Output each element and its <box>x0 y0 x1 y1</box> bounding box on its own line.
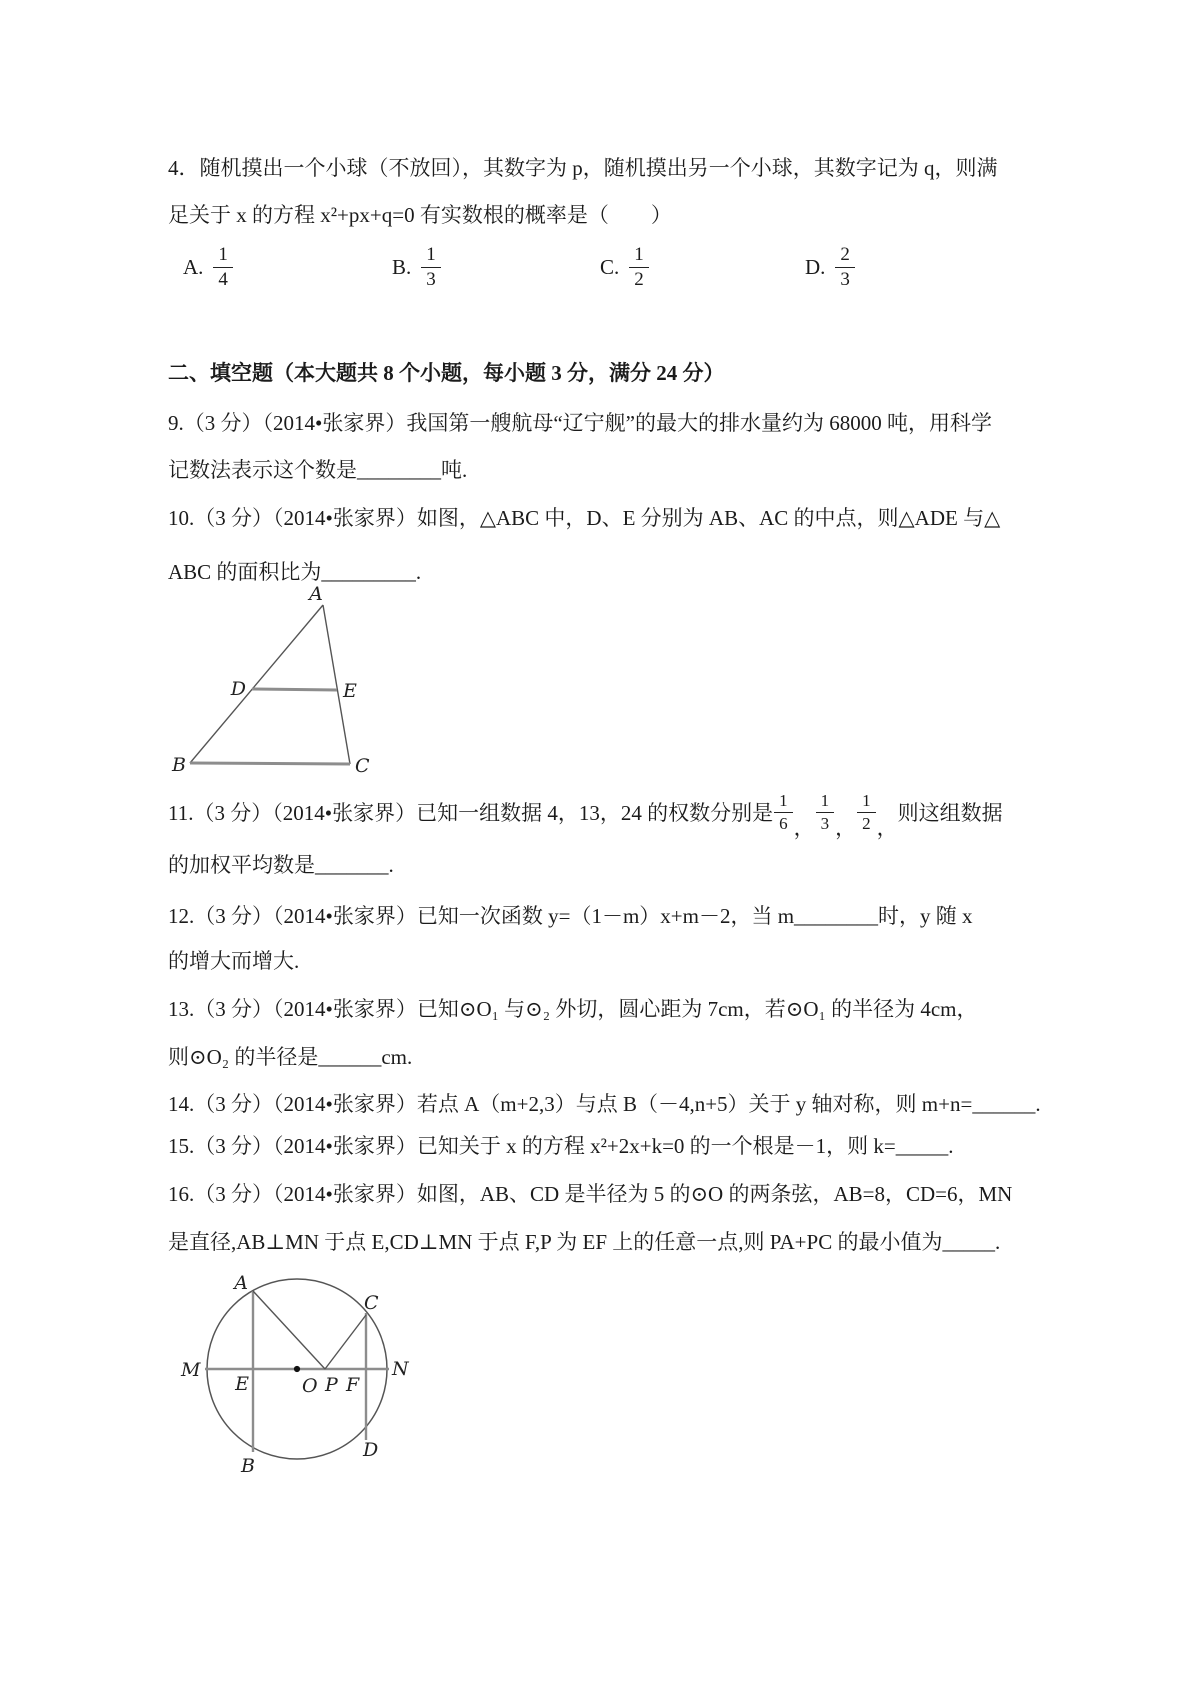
q16-line-2: 是直径,AB⊥MN 于点 E,CD⊥MN 于点 F,P 为 EF 上的任意一点,则 PA+PC 的最小值为_____. <box>168 1230 1001 1254</box>
segment-CP <box>325 1315 366 1369</box>
q4-option-d-fraction: $\frac{2}{3}$ <box>835 244 855 291</box>
q10-line-1: 10.（3 分）（2014•张家界）如图，△ABC 中，D、E 分别为 AB、AC 的中点，则△ADE 与△ <box>168 506 1001 530</box>
q13-line-1: 13.（3 分）（2014•张家界）已知⊙O₁ 与⊙₂ 外切，圆心距为 7cm，若⊙O₁ 的半径为 4cm， <box>168 997 978 1021</box>
label-A: A <box>309 583 323 605</box>
q10-line-2: ABC 的面积比为_________. <box>168 560 422 584</box>
label-A: A <box>234 1272 248 1294</box>
q11-fraction-3: $\frac{1}{2}$ <box>857 791 876 833</box>
center-dot <box>294 1366 300 1372</box>
segment-AP <box>253 1291 325 1369</box>
side-BC <box>190 763 350 764</box>
label-E: E <box>235 1373 249 1395</box>
label-M: M <box>181 1359 201 1381</box>
q11-text-post: 则这组数据 <box>897 801 1003 825</box>
segment-DE <box>252 689 337 690</box>
label-N: N <box>392 1358 409 1380</box>
q4-option-a <box>183 238 233 296</box>
q12-line-2: 的增大而增大. <box>168 949 300 973</box>
q4-line-1: 4．随机摸出一个小球（不放回），其数字为 p，随机摸出另一个小球，其数字记为 q，则满 <box>168 156 998 180</box>
q11-text-pre: 11.（3 分）（2014•张家界）已知一组数据 4，13，24 的权数分别是 <box>168 801 774 825</box>
q14-line-1: 14.（3 分）（2014•张家界）若点 A（m+2,3）与点 B（－4,n+5）关于 y 轴对称，则 m+n=______. <box>168 1092 1041 1116</box>
q11-separator-1: ， <box>793 816 815 840</box>
q11-separator-2: ， <box>835 816 857 840</box>
q15-line-1: 15.（3 分）（2014•张家界）已知关于 x 的方程 x²+2x+k=0 的一个根是－1，则 k=_____. <box>168 1134 954 1158</box>
q11-line-1 <box>168 785 1003 839</box>
section2-header: 二、填空题（本大题共 8 个小题，每小题 3 分，满分 24 分） <box>168 361 725 385</box>
q4-option-b-label: B. <box>392 254 412 279</box>
q11-fraction-1: $\frac{1}{6}$ <box>774 791 793 833</box>
q4-option-b <box>392 238 441 296</box>
q4-option-a-fraction: $\frac{1}{4}$ <box>213 244 233 291</box>
q16-line-1: 16.（3 分）（2014•张家界）如图，AB、CD 是半径为 5 的⊙O 的两条弦，AB=8，CD=6，MN <box>168 1182 1013 1206</box>
q4-line-2: 足关于 x 的方程 x²+px+q=0 有实数根的概率是（ ） <box>168 203 672 227</box>
q11-separator-3: ， <box>876 816 898 840</box>
label-E: E <box>343 680 357 702</box>
q9-line-1: 9.（3 分）（2014•张家界）我国第一艘航母“辽宁舰”的最大的排水量约为 68000 吨，用科学 <box>168 411 992 435</box>
triangle-figure <box>160 580 385 780</box>
q4-option-b-fraction: $\frac{1}{3}$ <box>421 244 441 291</box>
label-F: F <box>346 1374 360 1396</box>
q4-option-c <box>600 238 649 296</box>
label-D: D <box>230 678 246 700</box>
label-B: B <box>172 754 186 776</box>
label-O: O <box>302 1375 318 1397</box>
label-C: C <box>355 755 370 777</box>
label-C: C <box>364 1292 379 1314</box>
label-P: P <box>325 1374 338 1396</box>
q4-option-c-fraction: $\frac{1}{2}$ <box>629 244 649 291</box>
q4-option-a-label: A. <box>183 254 204 279</box>
side-AB <box>190 605 323 763</box>
label-B: B <box>241 1455 255 1477</box>
label-D: D <box>363 1439 379 1461</box>
q11-line-2: 的加权平均数是_______. <box>168 853 394 877</box>
q12-line-1: 12.（3 分）（2014•张家界）已知一次函数 y=（1－m）x+m－2，当 m________时，y 随 x <box>168 904 973 928</box>
q11-fraction-2: $\frac{1}{3}$ <box>816 791 835 833</box>
q4-option-c-label: C. <box>600 254 620 279</box>
circle-figure <box>165 1265 415 1480</box>
q4-option-d <box>805 238 855 296</box>
q9-line-2: 记数法表示这个数是________吨. <box>168 458 468 482</box>
q13-line-2: 则⊙O₂ 的半径是______cm. <box>168 1045 413 1069</box>
q4-option-d-label: D. <box>805 254 826 279</box>
